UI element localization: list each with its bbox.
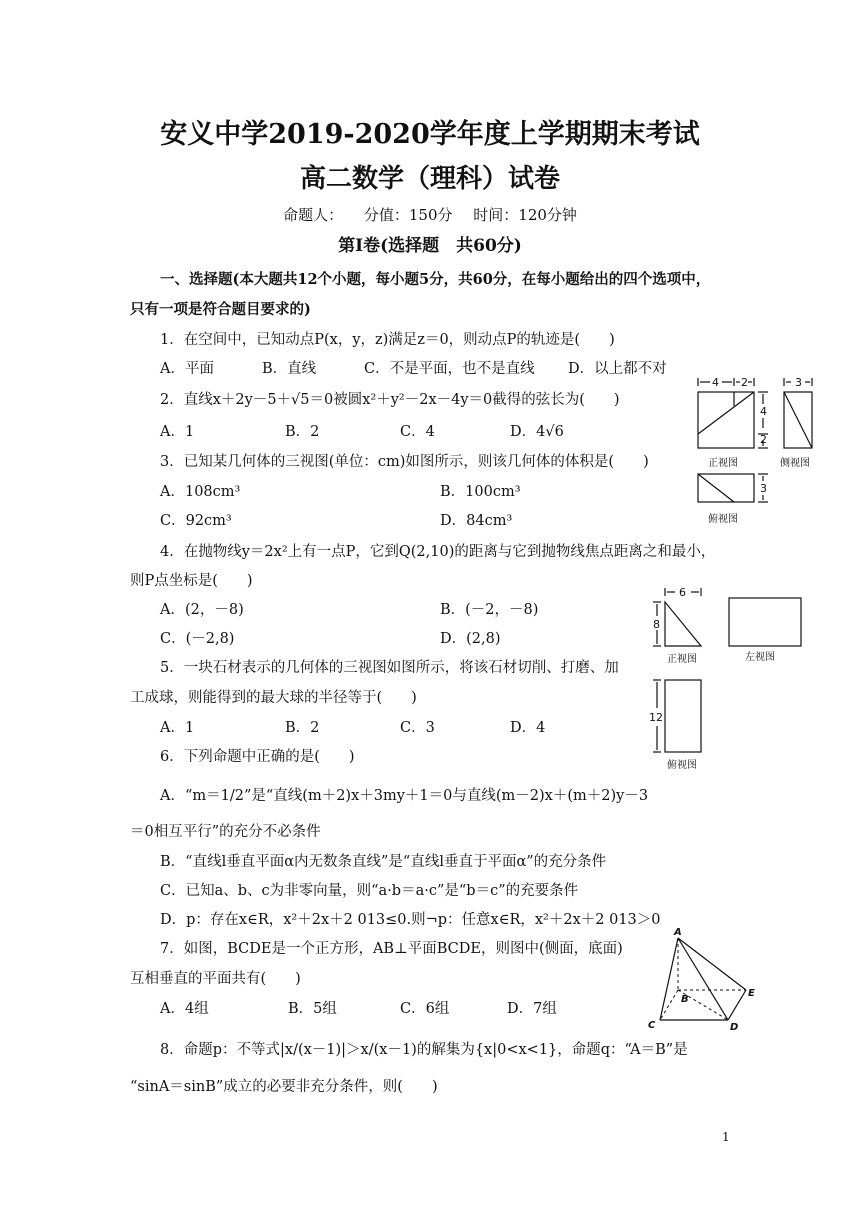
vertex-C-label: C bbox=[648, 1020, 656, 1031]
q1-option-c: C．不是平面，也不是直线 bbox=[364, 361, 535, 377]
q3-option-c: C．92cm³ bbox=[160, 513, 232, 529]
q4-stem-line2: 则P点坐标是( ) bbox=[130, 573, 253, 589]
q5-stem-line1: 5．一块石材表示的几何体的三视图如图所示，将该石材切削、打磨、加 bbox=[160, 660, 619, 676]
q4-option-b: B．(－2，－8) bbox=[440, 602, 539, 618]
front-view-diagonal bbox=[698, 392, 754, 434]
q1-option-d: D．以上都不对 bbox=[568, 361, 667, 377]
q5-option-b: B．2 bbox=[285, 720, 320, 736]
page-subtitle: 高二数学（理科）试卷 bbox=[299, 164, 560, 194]
q6-stem: 6．下列命题中正确的是( ) bbox=[160, 749, 355, 765]
dim-3-top-view: 3 bbox=[760, 482, 767, 495]
edge-AD bbox=[678, 938, 728, 1020]
edge-AC bbox=[660, 938, 678, 1020]
top-view-rect bbox=[665, 680, 701, 752]
front-view-triangle bbox=[665, 602, 701, 646]
q5-option-d: D．4 bbox=[510, 720, 546, 736]
dim-2-right: 2 bbox=[760, 433, 767, 446]
q1-stem: 1．在空间中，已知动点P(x，y，z)满足z＝0，则动点P的轨迹是( ) bbox=[160, 332, 615, 348]
page-number: 1 bbox=[722, 1130, 730, 1144]
top-view-diagonal bbox=[698, 474, 734, 502]
q7-option-d: D．7组 bbox=[507, 1001, 557, 1017]
q3-option-d: D．84cm³ bbox=[440, 513, 513, 529]
q5-option-c: C．3 bbox=[400, 720, 435, 736]
dim-4-right: 4 bbox=[760, 405, 767, 418]
score-label: 分值：150分 bbox=[363, 206, 453, 224]
section-heading-line2: 只有一项是符合题目要求的) bbox=[130, 301, 311, 318]
q7-pyramid-figure bbox=[640, 924, 770, 1036]
vertex-A-label: A bbox=[674, 927, 682, 938]
q3-option-a: A．108cm³ bbox=[160, 484, 241, 500]
q5-stem-line2: 工成球，则能得到的最大球的半径等于( ) bbox=[130, 690, 417, 706]
left-view-rect bbox=[729, 598, 801, 646]
q7-stem-line1: 7．如图，BCDE是一个正方形，AB⊥平面BCDE，则图中(侧面，底面) bbox=[160, 941, 623, 957]
front-view-square bbox=[698, 392, 754, 448]
q6-option-a-line1: A．“m＝1/2”是“直线(m＋2)x＋3my＋1＝0与直线(m－2)x＋(m＋2)y－3 bbox=[160, 788, 649, 804]
vertex-D-label: D bbox=[730, 1022, 739, 1033]
q7-option-b: B．5组 bbox=[288, 1001, 337, 1017]
top-view-label: 俯视图 bbox=[667, 760, 697, 771]
side-view-label: 侧视图 bbox=[780, 458, 810, 469]
q3-option-b: B．100cm³ bbox=[440, 484, 521, 500]
dim-12: 12 bbox=[649, 711, 663, 724]
edge-DE bbox=[728, 990, 746, 1020]
q4-option-a: A．(2，－8) bbox=[160, 602, 244, 618]
dim-6: 6 bbox=[679, 586, 686, 599]
author-label: 命题人： bbox=[283, 206, 344, 224]
q6-option-c: C．已知a、b、c为非零向量，则“a·b＝a·c”是“b＝c”的充要条件 bbox=[160, 883, 579, 899]
time-label: 时间：120分钟 bbox=[473, 206, 577, 224]
q1-option-a: A．平面 bbox=[160, 361, 214, 377]
edge-AE bbox=[678, 938, 746, 990]
page-title: 安义中学2019-2020学年度上学期期末考试 bbox=[160, 119, 700, 150]
q4-option-d: D．(2,8) bbox=[440, 631, 501, 647]
q2-option-c: C．4 bbox=[400, 424, 435, 440]
dim-3-side: 3 bbox=[795, 376, 802, 389]
q3-three-view-figure bbox=[690, 374, 830, 530]
vertex-B-label: B bbox=[681, 994, 689, 1005]
vertex-E-label: E bbox=[748, 988, 755, 999]
q6-option-d: D．p：存在x∈R，x²＋2x＋2 013≤0.则¬p：任意x∈R，x²＋2x＋2 013＞0 bbox=[160, 912, 661, 928]
q8-stem-line1: 8．命题p：不等式|x/(x－1)|＞x/(x－1)的解集为{x|0<x<1}，命题q：“A＝B”是 bbox=[160, 1042, 688, 1058]
front-view-label: 正视图 bbox=[708, 458, 738, 469]
front-view-label: 正视图 bbox=[667, 654, 697, 665]
dim-2-top: 2 bbox=[741, 376, 748, 389]
dim-4-top: 4 bbox=[712, 376, 719, 389]
q2-option-b: B．2 bbox=[285, 424, 320, 440]
q4-stem-line1: 4．在抛物线y＝2x²上有一点P，它到Q(2,10)的距离与它到抛物线焦点距离之和最小， bbox=[160, 544, 716, 560]
q6-option-b: B．“直线l垂直平面α内无数条直线”是“直线l垂直于平面α”的充分条件 bbox=[160, 854, 607, 870]
q8-stem-line2: “sinA＝sinB”成立的必要非充分条件，则( ) bbox=[130, 1079, 438, 1095]
q7-option-c: C．6组 bbox=[400, 1001, 450, 1017]
q2-stem: 2．直线x＋2y－5＋√5＝0被圆x²＋y²－2x－4y＝0截得的弦长为( ) bbox=[160, 392, 620, 408]
q2-option-a: A．1 bbox=[160, 424, 195, 440]
volume-heading: 第Ⅰ卷(选择题 共60分) bbox=[338, 236, 522, 256]
section-heading-line1: 一、选择题(本大题共12个小题，每小题5分，共60分，在每小题给出的四个选项中， bbox=[160, 271, 711, 288]
exam-meta bbox=[0, 204, 860, 225]
dim-8: 8 bbox=[653, 618, 660, 631]
top-view-rect bbox=[698, 474, 754, 502]
q6-option-a-line2: ＝0相互平行”的充分不必条件 bbox=[130, 824, 321, 840]
q7-stem-line2: 互相垂直的平面共有( ) bbox=[130, 971, 301, 987]
q2-option-d: D．4√6 bbox=[510, 424, 564, 440]
left-view-label: 左视图 bbox=[745, 652, 775, 663]
top-view-label: 俯视图 bbox=[708, 514, 738, 525]
q5-three-view-figure bbox=[645, 584, 815, 772]
q7-option-a: A．4组 bbox=[160, 1001, 209, 1017]
side-view-diagonal bbox=[784, 392, 812, 448]
q1-option-b: B．直线 bbox=[262, 361, 317, 377]
q5-option-a: A．1 bbox=[160, 720, 195, 736]
q4-option-c: C．(－2,8) bbox=[160, 631, 235, 647]
q3-stem: 3．已知某几何体的三视图(单位：cm)如图所示，则该几何体的体积是( ) bbox=[160, 454, 649, 470]
